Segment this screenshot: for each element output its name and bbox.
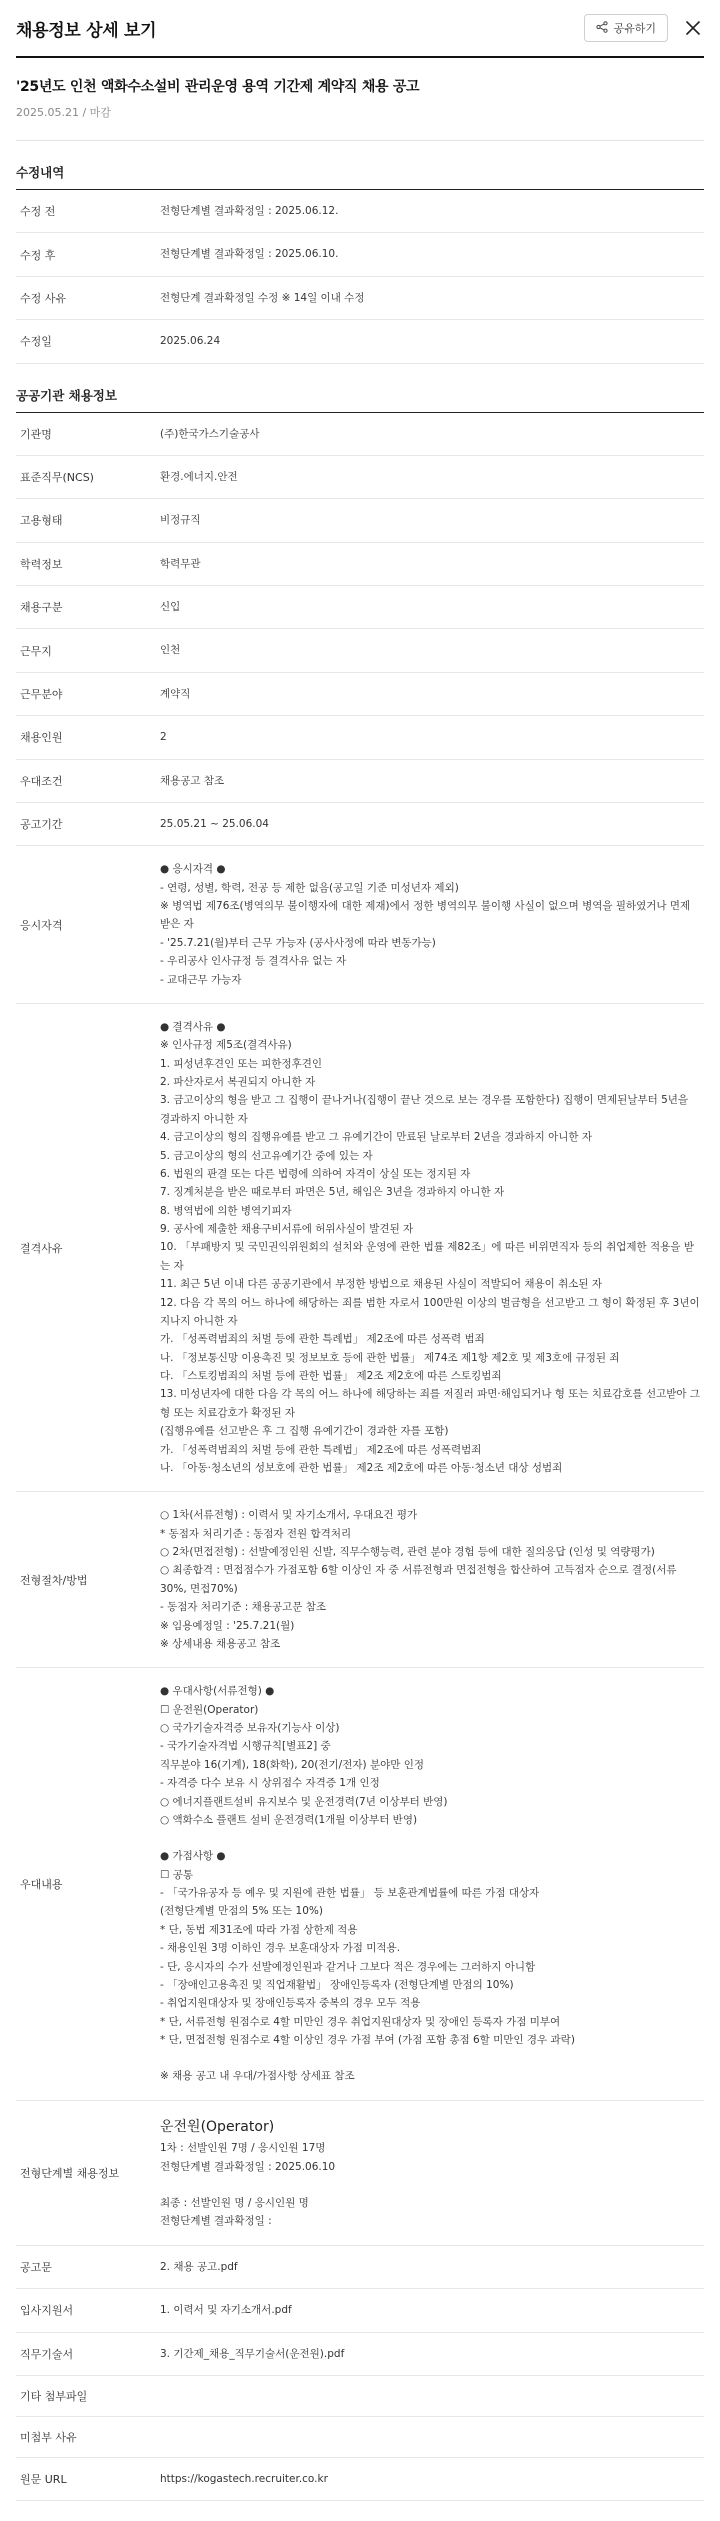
preference-label: 우대내용 bbox=[16, 1668, 156, 2101]
attachment-row bbox=[16, 2375, 704, 2416]
procedure-row bbox=[16, 1492, 704, 1668]
content-line: ※ 병역법 제76조(병역의무 불이행자에 대한 제재)에서 정한 병역의무 불이행 사실이 없으며 병역을 필하였거나 면제받은 자 bbox=[160, 900, 691, 931]
revision-label: 수정 전 bbox=[16, 190, 156, 233]
content-line: * 단, 면접전형 원점수로 4할 이상인 경우 가점 부여 (가점 포함 총점 6할 미만인 경우 과락) bbox=[160, 2034, 575, 2046]
content-line: ○ 액화수소 플랜트 설비 운전경력(1개월 이상부터 반영) bbox=[160, 1813, 418, 1826]
content-line: - 「국가유공자 등 예우 및 지원에 관한 법률」 등 보훈관계법률에 따른 가점 대상자 bbox=[160, 1887, 540, 1899]
content-line: 가. 「성폭력범죄의 처벌 등에 관한 특례법」 제2조에 따른 성폭력 범죄 bbox=[160, 1333, 485, 1346]
content-line: ○ 1차(서류전형) : 이력서 및 자기소개서, 우대요건 평가 bbox=[160, 1509, 418, 1522]
org-info-row bbox=[16, 672, 704, 715]
content-line: - 자격증 다수 보유 시 상위점수 자격증 1개 인정 bbox=[160, 1777, 380, 1790]
content-line: 최종 : 선발인원 명 / 응시인원 명 bbox=[160, 2197, 309, 2209]
stage-result-lines bbox=[160, 2139, 700, 2231]
revision-row bbox=[16, 233, 704, 276]
attachment-value[interactable]: 2. 채용 공고.pdf bbox=[156, 2245, 704, 2288]
content-line: (전형단계별 만점의 5% 또는 10%) bbox=[160, 1905, 323, 1918]
attachment-label: 원문 URL bbox=[16, 2457, 156, 2500]
revision-label: 수정 후 bbox=[16, 233, 156, 276]
disqualification-content bbox=[156, 1003, 704, 1491]
content-line: 가. 「성폭력범죄의 처벌 등에 관한 특례법」 제2조에 따른 성폭력범죄 bbox=[160, 1443, 482, 1456]
content-line: - 단, 응시자의 수가 선발예정인원과 같거나 그보다 적은 경우에는 그러하지 아니함 bbox=[160, 1960, 536, 1973]
content-line: 나. 「정보통신망 이용촉진 및 정보보호 등에 관한 법률」 제74조 제1항 제2호 및 제3호에 규정된 죄 bbox=[160, 1351, 620, 1364]
content-line: - 취업지원대상자 및 장애인등록자 중복의 경우 모두 적용 bbox=[160, 1997, 421, 2010]
content-line: ☐ 운전원(Operator) bbox=[160, 1703, 259, 1716]
org-info-value: 신입 bbox=[156, 586, 704, 629]
share-button[interactable] bbox=[584, 14, 668, 42]
org-info-table bbox=[16, 413, 704, 2502]
content-line: 11. 최근 5년 이내 다른 공공기관에서 부정한 방법으로 채용된 사실이 적발되어 채용이 취소된 자 bbox=[160, 1278, 603, 1291]
org-info-value: 25.05.21 ~ 25.06.04 bbox=[156, 802, 704, 845]
content-line: 10. 「부패방지 및 국민권익위원회의 설치와 운영에 관한 법률 제82조」에 따른 비위면직자 등의 취업제한 적용을 받는 자 bbox=[160, 1241, 694, 1272]
content-line: ● 결격사유 ● bbox=[160, 1020, 226, 1033]
attachment-row bbox=[16, 2416, 704, 2457]
disqualification-row bbox=[16, 1003, 704, 1491]
revision-row bbox=[16, 320, 704, 363]
org-info-label: 근무분야 bbox=[16, 672, 156, 715]
content-line: - '25.7.21(월)부터 근무 가능자 (공사사정에 따라 변동가능) bbox=[160, 936, 436, 949]
posting-title: '25년도 인천 액화수소설비 관리운영 용역 기간제 계약직 채용 공고 bbox=[16, 79, 420, 95]
revision-section-title: 수정내역 bbox=[16, 141, 704, 190]
stage-result-content bbox=[156, 2100, 704, 2245]
content-line: 13. 미성년자에 대한 다음 각 목의 어느 하나에 해당하는 죄를 저질러 파면·해임되거나 형 또는 치료감호를 선고받아 그 형 또는 치료감호가 확정된 자 bbox=[160, 1388, 701, 1419]
content-line: ※ 채용 공고 내 우대/가점사항 상세표 참조 bbox=[160, 2070, 355, 2083]
org-info-value: 계약직 bbox=[156, 672, 704, 715]
content-line: ● 가점사항 ● bbox=[160, 1850, 226, 1863]
revision-value: 전형단계별 결과확정일 : 2025.06.10. bbox=[156, 233, 704, 276]
revision-value: 전형단계별 결과확정일 : 2025.06.12. bbox=[156, 190, 704, 233]
revision-row bbox=[16, 276, 704, 319]
content-line: - 동점자 처리기준 : 채용공고문 참조 bbox=[160, 1601, 327, 1614]
content-line: 1차 : 선발인원 7명 / 응시인원 17명 bbox=[160, 2142, 326, 2155]
content-line bbox=[160, 2176, 700, 2194]
stage-result-row bbox=[16, 2100, 704, 2245]
attachment-value[interactable]: https://kogastech.recruiter.co.kr bbox=[156, 2457, 704, 2500]
content-line: ※ 인사규정 제5조(결격사유) bbox=[160, 1039, 292, 1052]
org-info-row bbox=[16, 629, 704, 672]
content-line: 6. 법원의 판결 또는 다른 법령에 의하여 자격이 상실 또는 정지된 자 bbox=[160, 1167, 471, 1180]
org-info-row bbox=[16, 455, 704, 498]
revision-table bbox=[16, 190, 704, 364]
content-line: 4. 금고이상의 형의 집행유예를 받고 그 유예기간이 만료된 날로부터 2년을 경과하지 아니한 자 bbox=[160, 1131, 593, 1144]
preference-row bbox=[16, 1668, 704, 2101]
org-info-row bbox=[16, 802, 704, 845]
content-line: - 연령, 성별, 학력, 전공 등 제한 없음(공고일 기준 미성년자 제외) bbox=[160, 881, 459, 894]
content-line: ● 응시자격 ● bbox=[160, 863, 226, 876]
attachment-row bbox=[16, 2245, 704, 2288]
org-info-value: 채용공고 참조 bbox=[156, 759, 704, 802]
qualification-row bbox=[16, 846, 704, 1004]
content-line: (집행유예를 선고받은 후 그 집행 유예기간이 경과한 자를 포함) bbox=[160, 1425, 449, 1438]
content-line bbox=[160, 2049, 700, 2067]
attachment-value[interactable]: 1. 이력서 및 자기소개서.pdf bbox=[156, 2289, 704, 2332]
content-line: 전형단계별 결과확정일 : 2025.06.10 bbox=[160, 2160, 336, 2173]
org-info-row bbox=[16, 586, 704, 629]
attachment-row bbox=[16, 2289, 704, 2332]
content-line: ○ 2차(면접전형) : 선발예정인원 신발, 직무수행능력, 관련 분야 경험 등에 대한 질의응답 (인성 및 역량평가) bbox=[160, 1546, 655, 1558]
attachment-label: 공고문 bbox=[16, 2245, 156, 2288]
org-info-row bbox=[16, 542, 704, 585]
revision-label: 수정 사유 bbox=[16, 276, 156, 319]
revision-label: 수정일 bbox=[16, 320, 156, 363]
content-line: * 단, 동법 제31조에 따라 가점 상한제 적용 bbox=[160, 1923, 358, 1936]
org-info-label: 기관명 bbox=[16, 413, 156, 456]
content-line: ○ 에너지플랜트설비 유지보수 및 운전경력(7년 이상부터 반영) bbox=[160, 1795, 448, 1808]
content-line: ○ 국가기술자격증 보유자(기능사 이상) bbox=[160, 1722, 340, 1734]
attachment-label: 기타 첨부파일 bbox=[16, 2375, 156, 2416]
share-button-label: 공유하기 bbox=[613, 22, 656, 35]
org-info-row bbox=[16, 499, 704, 542]
content-line: 다. 「스토킹범죄의 처벌 등에 관한 법률」 제2조 제2호에 따른 스토킹범죄 bbox=[160, 1370, 502, 1382]
org-info-label: 학력정보 bbox=[16, 542, 156, 585]
qualification-label: 응시자격 bbox=[16, 846, 156, 1004]
stage-result-heading: 운전원(Operator) bbox=[160, 2118, 275, 2135]
revision-value: 2025.06.24 bbox=[156, 320, 704, 363]
content-line bbox=[160, 1829, 700, 1847]
content-line: ○ 최종합격 : 면접점수가 가점포함 6할 이상인 자 중 서류전형과 면접전형을 합산하여 고득점자 순으로 결정(서류30%, 면접70%) bbox=[160, 1564, 677, 1595]
org-info-row bbox=[16, 716, 704, 759]
disqualification-label: 결격사유 bbox=[16, 1003, 156, 1491]
attachment-label: 입사지원서 bbox=[16, 2289, 156, 2332]
close-icon[interactable] bbox=[682, 17, 704, 39]
attachment-label: 직무기술서 bbox=[16, 2332, 156, 2375]
content-line: - 채용인원 3명 이하인 경우 보훈대상자 가점 미적용. bbox=[160, 1942, 401, 1955]
content-line: - 국가기술자격법 시행규칙[별표2] 중 bbox=[160, 1740, 331, 1753]
org-section-title: 공공기관 채용정보 bbox=[16, 364, 704, 413]
content-line: 12. 다음 각 목의 어느 하나에 해당하는 죄를 범한 자로서 100만원 이상의 벌금형을 선고받고 그 형이 확정된 후 3년이 지나지 아니한 자 bbox=[160, 1296, 700, 1327]
content-line: 7. 징계처분을 받은 때로부터 파면은 5년, 해임은 3년을 경과하지 아니한 자 bbox=[160, 1186, 505, 1199]
org-info-value: (주)한국가스기술공사 bbox=[156, 413, 704, 456]
revision-value: 전형단계 결과확정일 수정 ※ 14일 이내 수정 bbox=[156, 276, 704, 319]
org-info-label: 채용구분 bbox=[16, 586, 156, 629]
posting-title-block bbox=[16, 58, 704, 141]
attachment-row bbox=[16, 2332, 704, 2375]
content-line: - 「장애인고용촉진 및 직업재활법」 장애인등록자 (전형단계별 만점의 10%) bbox=[160, 1978, 514, 1991]
content-line: ● 우대사항(서류전형) ● bbox=[160, 1685, 275, 1698]
org-info-value: 환경.에너지.안전 bbox=[156, 455, 704, 498]
content-line: - 교대근무 가능자 bbox=[160, 973, 242, 986]
posting-date-status: 2025.05.21 / 마감 bbox=[16, 106, 111, 119]
attachment-value[interactable]: 3. 기간제_채용_직무기술서(운전원).pdf bbox=[156, 2332, 704, 2375]
org-info-label: 공고기간 bbox=[16, 802, 156, 845]
content-line: 전형단계별 결과확정일 : bbox=[160, 2215, 272, 2228]
org-info-value: 인천 bbox=[156, 629, 704, 672]
procedure-label: 전형절차/방법 bbox=[16, 1492, 156, 1668]
header-bar bbox=[16, 0, 704, 58]
content-line: 1. 피성년후견인 또는 피한정후견인 bbox=[160, 1057, 323, 1070]
content-line: * 단, 서류전형 원점수로 4할 미만인 경우 취업지원대상자 및 장애인 등록자 가점 미부여 bbox=[160, 2015, 561, 2028]
content-line: 9. 공사에 제출한 채용구비서류에 허위사실이 발견된 자 bbox=[160, 1223, 414, 1235]
share-icon bbox=[596, 21, 608, 36]
org-info-row bbox=[16, 759, 704, 802]
content-line: * 동점자 처리기준 : 동점자 전원 합격처리 bbox=[160, 1527, 352, 1540]
attachment-row bbox=[16, 2457, 704, 2500]
content-line: - 우리공사 인사규정 등 결격사유 없는 자 bbox=[160, 955, 347, 968]
org-info-label: 고용형태 bbox=[16, 499, 156, 542]
header-actions bbox=[584, 14, 704, 42]
org-info-label: 표준직무(NCS) bbox=[16, 455, 156, 498]
stage-result-label: 전형단계별 채용정보 bbox=[16, 2100, 156, 2245]
content-line: 나. 「아동·청소년의 성보호에 관한 법률」 제2조 제2호에 따른 아동·청소년 대상 성범죄 bbox=[160, 1461, 563, 1474]
page-title: 채용정보 상세 보기 bbox=[16, 20, 157, 41]
revision-row bbox=[16, 190, 704, 233]
procedure-content bbox=[156, 1492, 704, 1668]
org-info-value: 학력무관 bbox=[156, 542, 704, 585]
preference-content bbox=[156, 1668, 704, 2101]
org-info-value: 2 bbox=[156, 716, 704, 759]
content-line: 직무분야 16(기계), 18(화학), 20(전기/전자) 분야만 인정 bbox=[160, 1758, 424, 1771]
attachment-value bbox=[156, 2375, 704, 2416]
content-line: ※ 상세내용 채용공고 참조 bbox=[160, 1637, 281, 1650]
qualification-content bbox=[156, 846, 704, 1004]
org-info-label: 채용인원 bbox=[16, 716, 156, 759]
org-info-label: 근무지 bbox=[16, 629, 156, 672]
org-info-value: 비정규직 bbox=[156, 499, 704, 542]
attachment-label: 미첨부 사유 bbox=[16, 2416, 156, 2457]
attachment-value bbox=[156, 2416, 704, 2457]
content-line: ※ 임용예정일 : '25.7.21(월) bbox=[160, 1619, 295, 1632]
content-line: 5. 금고이상의 형의 선고유예기간 중에 있는 자 bbox=[160, 1149, 373, 1162]
content-line: 2. 파산자로서 복권되지 아니한 자 bbox=[160, 1076, 316, 1088]
content-line: 3. 금고이상의 형을 받고 그 집행이 끝나거나(집행이 끝난 것으로 보는 경우를 포함한다) 집행이 면제된날부터 5년을 경과하지 아니한 자 bbox=[160, 1094, 689, 1125]
content-line: ☐ 공통 bbox=[160, 1868, 194, 1881]
content-line: 8. 병역법에 의한 병역기피자 bbox=[160, 1204, 292, 1217]
org-info-row bbox=[16, 413, 704, 456]
org-info-label: 우대조건 bbox=[16, 759, 156, 802]
